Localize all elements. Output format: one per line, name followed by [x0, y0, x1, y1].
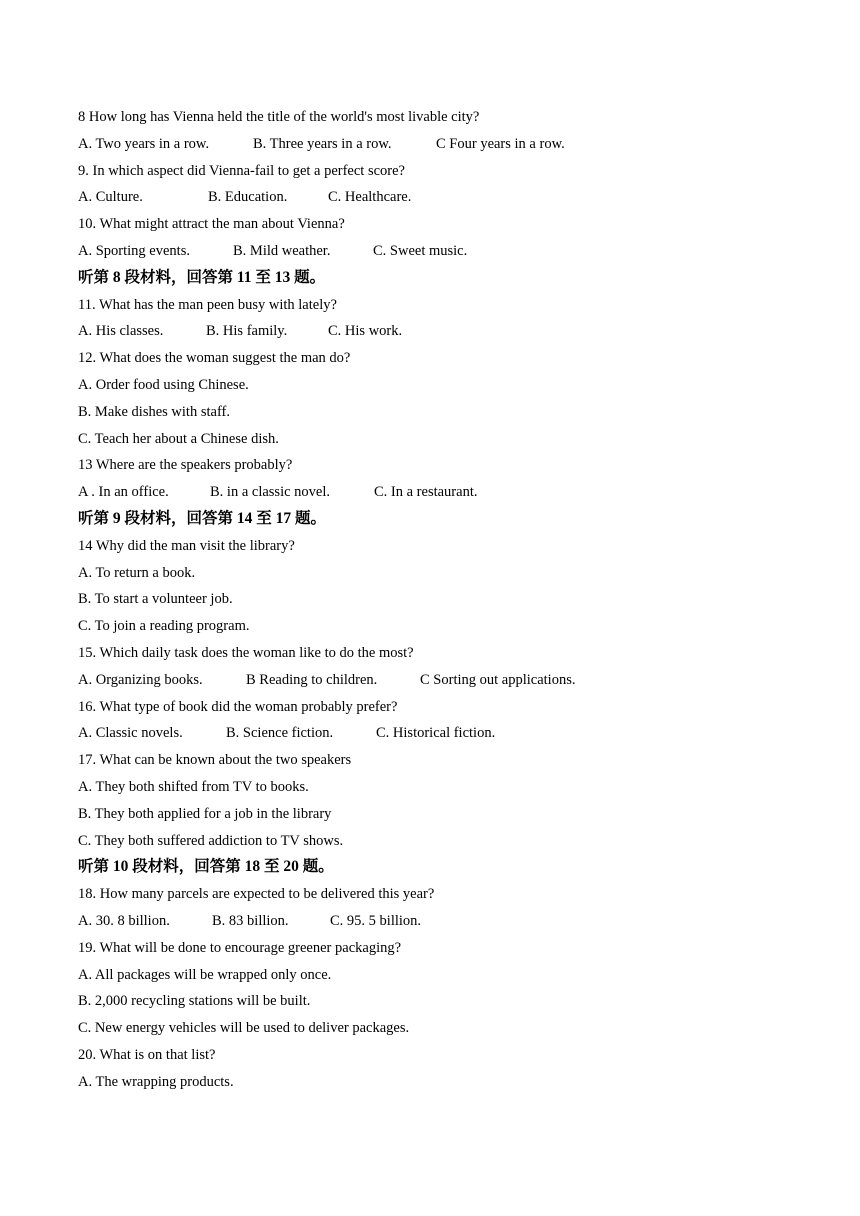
option-c: C Sorting out applications.	[420, 671, 576, 688]
option-a: A. His classes.	[78, 323, 164, 340]
question-17-option-a: A. They both shifted from TV to books.	[78, 778, 309, 795]
section-heading-8: 听第 8 段材料，回答第 11 至 13 题。	[78, 268, 326, 286]
question-8: 8 How long has Vienna held the title of the world's most livable city?	[78, 109, 480, 125]
question-15: 15. Which daily task does the woman like to do the most?	[78, 644, 414, 661]
question-17-option-b: B. They both applied for a job in the library	[78, 805, 332, 822]
question-14-option-a: A. To return a book.	[78, 564, 196, 581]
option-b: B. Education.	[208, 189, 288, 206]
question-20: 20. What is on that list?	[78, 1046, 216, 1063]
option-c: C. 95. 5 billion.	[330, 912, 422, 929]
option-b: B. Three years in a row.	[253, 135, 392, 152]
question-14-option-c: C. To join a reading program.	[78, 618, 250, 635]
section-heading-10: 听第 10 段材料，回答第 18 至 20 题。	[78, 858, 334, 876]
question-12: 12. What does the woman suggest the man do?	[78, 350, 351, 367]
question-11: 11. What has the man peen busy with lately?	[78, 296, 337, 313]
question-14-option-b: B. To start a volunteer job.	[78, 591, 233, 608]
question-19-option-a: A. All packages will be wrapped only once.	[78, 966, 332, 983]
question-9: 9. In which aspect did Vienna-fail to get a perfect score?	[78, 162, 405, 179]
option-a: A. Two years in a row.	[78, 135, 210, 152]
question-16-options	[78, 720, 798, 747]
section-heading-9: 听第 9 段材料，回答第 14 至 17 题。	[78, 509, 327, 527]
exam-page	[78, 104, 798, 1095]
question-15-options	[78, 667, 798, 694]
question-13: 13 Where are the speakers probably?	[78, 457, 293, 474]
option-b: B. Science fiction.	[226, 725, 334, 742]
question-9-options	[78, 184, 798, 211]
question-12-option-b: B. Make dishes with staff.	[78, 403, 230, 420]
question-18-options	[78, 908, 798, 935]
option-b: B. in a classic novel.	[210, 484, 331, 501]
option-b: B. Mild weather.	[233, 242, 331, 259]
option-c: C. Healthcare.	[328, 189, 412, 206]
option-a: A. Sporting events.	[78, 242, 190, 259]
question-14: 14 Why did the man visit the library?	[78, 537, 295, 554]
question-20-option-a: A. The wrapping products.	[78, 1073, 234, 1090]
option-c: C. Historical fiction.	[376, 725, 496, 742]
question-17: 17. What can be known about the two speakers	[78, 752, 352, 769]
question-10-options	[78, 238, 798, 265]
question-11-options	[78, 318, 798, 345]
question-19-option-c: C. New energy vehicles will be used to deliver packages.	[78, 1020, 410, 1037]
option-a: A . In an office.	[78, 484, 169, 501]
option-b: B. His family.	[206, 323, 288, 340]
question-19: 19. What will be done to encourage greener packaging?	[78, 939, 402, 956]
question-16: 16. What type of book did the woman probably prefer?	[78, 698, 398, 715]
question-8-options	[78, 131, 798, 158]
option-c: C. In a restaurant.	[374, 484, 478, 501]
option-c: C. Sweet music.	[373, 242, 468, 259]
question-18: 18. How many parcels are expected to be delivered this year?	[78, 886, 435, 903]
option-a: A. 30. 8 billion.	[78, 912, 170, 929]
option-c: C. His work.	[328, 323, 403, 340]
question-10: 10. What might attract the man about Vienna?	[78, 216, 345, 233]
question-12-option-c: C. Teach her about a Chinese dish.	[78, 430, 279, 447]
question-19-option-b: B. 2,000 recycling stations will be built.	[78, 993, 311, 1010]
option-a: A. Classic novels.	[78, 725, 183, 742]
option-a: A. Culture.	[78, 189, 143, 206]
question-17-option-c: C. They both suffered addiction to TV shows.	[78, 832, 344, 849]
option-b: B Reading to children.	[246, 671, 378, 688]
question-12-option-a: A. Order food using Chinese.	[78, 376, 249, 393]
option-c: C Four years in a row.	[436, 135, 565, 152]
question-13-options	[78, 479, 798, 506]
option-a: A. Organizing books.	[78, 671, 203, 688]
option-b: B. 83 billion.	[212, 912, 289, 929]
